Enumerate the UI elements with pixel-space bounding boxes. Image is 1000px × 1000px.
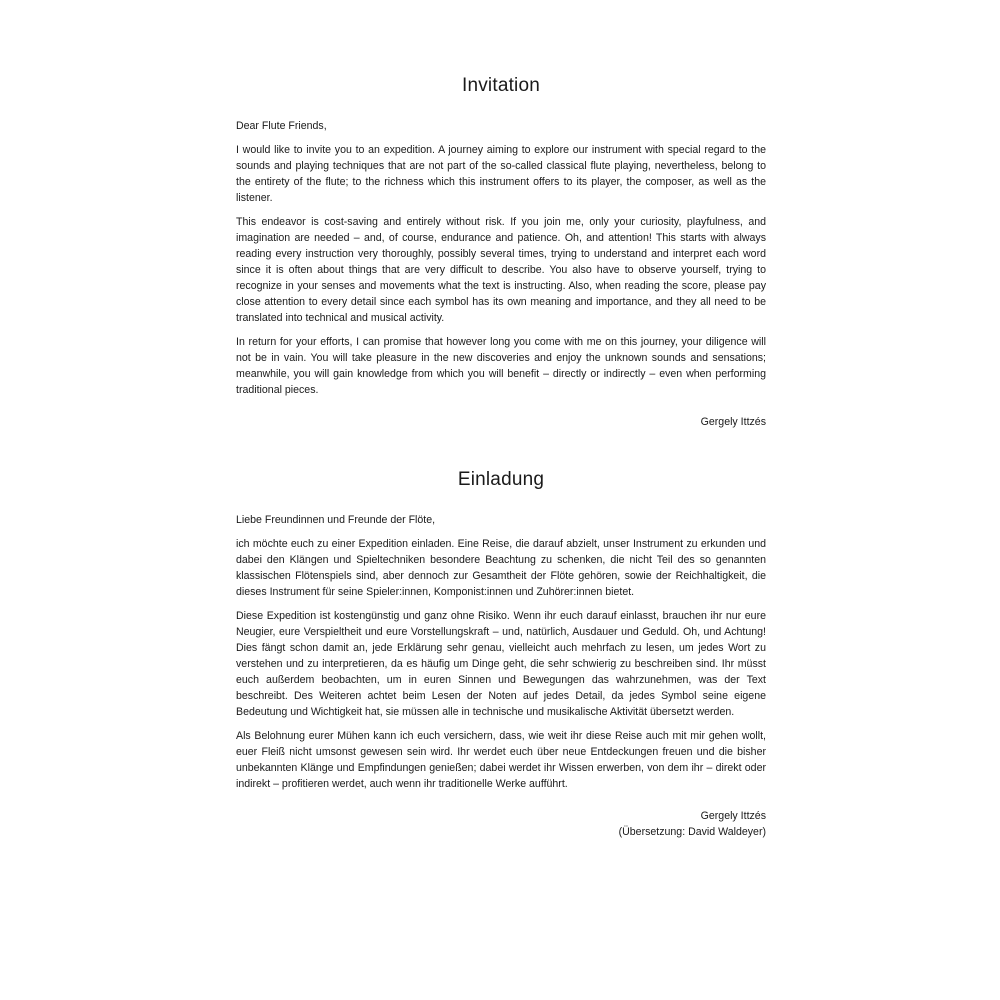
english-paragraph-3: In return for your efforts, I can promise that however long you come with me on this journey, your diligence will not be in vain. You will take pleasure in the new discoveries and enjoy the unknown sounds and sensations; meanwhile, you will gain knowledge from which you will benefit – directly or indirectly – even when performing traditional pieces. [236,336,766,396]
german-salutation: Liebe Freundinnen und Freunde der Flöte, [236,514,436,526]
english-paragraph-1: I would like to invite you to an expedition. A journey aiming to explore our instrument with special regard to the sounds and playing techniques that are not part of the so-called classical flute playing, nevertheless, belong to the entirety of the flute; to the richness which this instrument offers to its player, the composer, as well as the listener. [236,144,766,204]
german-paragraph-1: ich möchte euch zu einer Expedition einladen. Eine Reise, die darauf abzielt, unser Instrument zu erkunden und dabei den Klängen und Spieltechniken besondere Beachtung zu schenken, die nicht Teil des so genannten klassischen Flötenspiels sind, aber dennoch zur Gesamtheit der Flöte gehören, sowie der Reichhaltigkeit, die dieses Instrument für seine Spieler:innen, Komponist:innen und Zuhörer:innen bietet. [236,538,766,598]
german-signature: Gergely Ittzés [700,810,766,822]
english-signature: Gergely Ittzés [700,416,766,428]
german-signature-block [236,808,766,840]
invitation-section-german [236,468,766,840]
einladung-title: Einladung [457,469,545,490]
german-paragraph-3: Als Belohnung eurer Mühen kann ich euch versichern, dass, wie weit ihr diese Reise auch mit mir gehen wollt, euer Fleiß nicht umsonst gewesen sein wird. Ihr werdet euch über neue Entdeckungen freuen und die bisher unbekannten Klänge und Empfindungen genießen; dabei werdet ihr Wissen erwerben, von dem ihr – direkt oder indirekt – profitieren werdet, auch wenn ihr traditionelle Werke aufführt. [236,730,766,790]
invitation-title: Invitation [461,75,541,96]
english-salutation: Dear Flute Friends, [236,120,327,132]
invitation-section-english [236,74,766,430]
german-paragraph-2: Diese Expedition ist kostengünstig und ganz ohne Risiko. Wenn ihr euch darauf einlasst, brauchen ihr nur eure Neugier, eure Verspieltheit und eure Vorstellungskraft – und, natürlich, Ausdauer und Geduld. Oh, und Achtung! Dies fängt schon damit an, jede Erklärung sehr genau, vielleicht auch mehrfach zu lesen, um jedes Wort zu verstehen und zu interpretieren, da es häufig um Dinge geht, die sehr schwierig zu beschreiben sind. Ihr müsst euch außerdem beobachten, um in euren Sinnen und Bewegungen das wahrzunehmen, was der Text beschreibt. Des Weiteren achtet beim Lesen der Noten auf jedes Detail, da jedes Symbol seine eigene Bedeutung und Wichtigkeit hat, sie müssen alle in technische und musikalische Aktivität übersetzt werden. [236,610,766,718]
english-paragraph-2: This endeavor is cost-saving and entirely without risk. If you join me, only your curiosity, playfulness, and imagination are needed – and, of course, endurance and patience. Oh, and attention! This starts with always reading every instruction very thoroughly, possibly several times, trying to understand and interpret each word since it is often about things that are very difficult to describe. You also have to observe yourself, trying to recognize in your senses and movements what the text is instructing. Also, when reading the score, please pay close attention to every detail since each symbol has its own meaning and importance, and they all need to be translated into technical and musical activity. [236,216,766,324]
english-signature-block [236,414,766,430]
translation-credit: (Übersetzung: David Waldeyer) [618,826,766,838]
